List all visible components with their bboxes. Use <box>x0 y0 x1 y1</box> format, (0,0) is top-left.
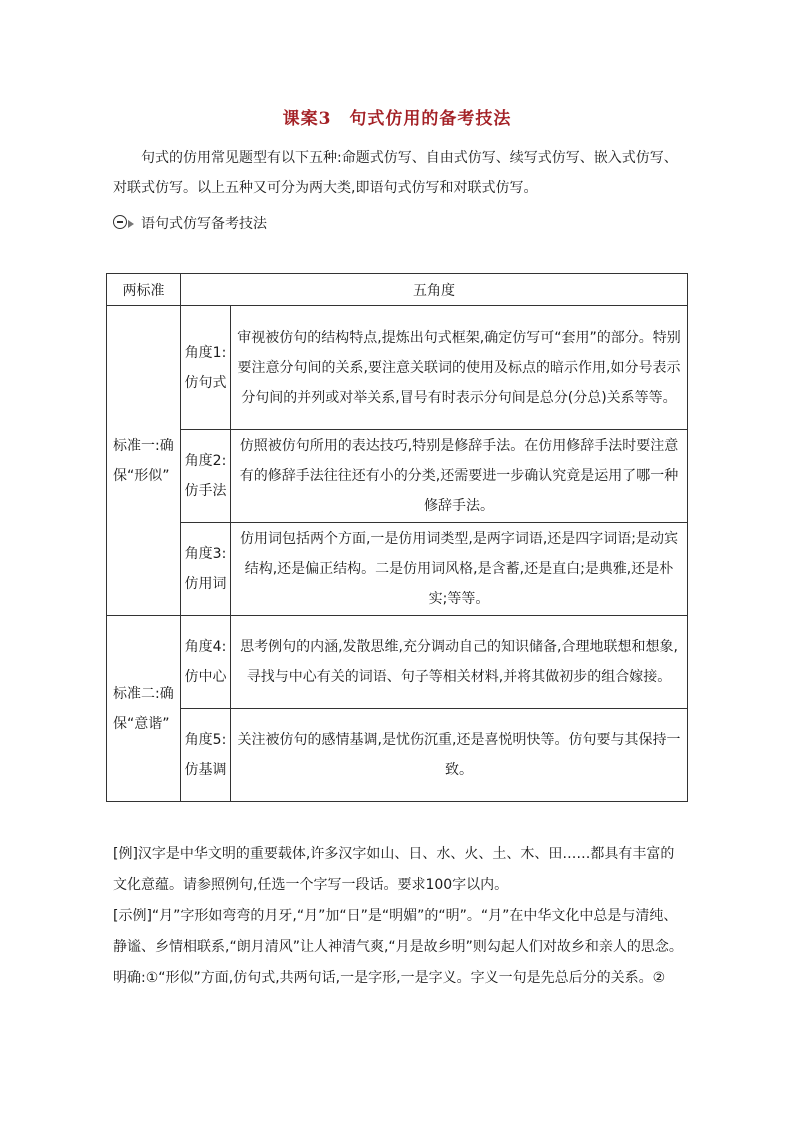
standard-cell: 标准二:确保“意谐” <box>107 616 181 802</box>
methods-table <box>106 273 688 802</box>
section-heading <box>113 208 267 238</box>
body-text <box>113 839 688 994</box>
sample-paragraph: [示例]“月”字形如弯弯的月牙,“月”加“日”是“明媚”的“明”。“月”在中华文化中总是与清纯、静谧、乡情相联系,“朗月清风”让人神清气爽,“月是故乡明”则勾起人们对故乡和亲人的思念。 <box>113 908 683 955</box>
angle-cell: 角度4:仿中心 <box>181 616 231 709</box>
header-angles: 五角度 <box>181 274 688 306</box>
description-cell: 审视被仿句的结构特点,提炼出句式框架,确定仿写可“套用”的部分。特别要注意分句间的关系,要注意关联词的使用及标点的暗示作用,如分号表示分句间的并列或对举关系,冒号有时表示分句间是总分(分总)关系等等。 <box>231 306 688 430</box>
table-row <box>107 616 688 709</box>
description-cell: 关注被仿句的感情基调,是忧伤沉重,还是喜悦明快等。仿句要与其保持一致。 <box>231 709 688 802</box>
intro-paragraph: 句式的仿用常见题型有以下五种:命题式仿写、自由式仿写、续写式仿写、嵌入式仿写、对联式仿写。以上五种又可分为两大类,即语句式仿写和对联式仿写。 <box>113 150 678 196</box>
table-row <box>107 430 688 523</box>
section-heading-text: 语句式仿写备考技法 <box>141 216 267 232</box>
angle-cell: 角度2:仿手法 <box>181 430 231 523</box>
section-marker-icon <box>113 214 135 232</box>
description-cell: 仿照被仿句所用的表达技巧,特别是修辞手法。在仿用修辞手法时要注意有的修辞手法往往还有小的分类,还需要进一步确认究竟是运用了哪一种修辞手法。 <box>231 430 688 523</box>
description-cell: 仿用词包括两个方面,一是仿用词类型,是两字词语,还是四字词语;是动宾结构,还是偏正结构。二是仿用词风格,是含蓄,还是直白;是典雅,还是朴实;等等。 <box>231 523 688 616</box>
table-row <box>107 709 688 802</box>
clarify-paragraph: 明确:①“形似”方面,仿句式,共两句话,一是字形,一是字义。字义一句是先总后分的关系。② <box>113 970 666 986</box>
angle-cell: 角度5:仿基调 <box>181 709 231 802</box>
angle-cell: 角度3:仿用词 <box>181 523 231 616</box>
table-row <box>107 306 688 430</box>
page-title: 课案3 句式仿用的备考技法 <box>282 109 512 129</box>
example-paragraph: [例]汉字是中华文明的重要载体,许多汉字如山、日、水、火、土、木、田……都具有丰富的文化意蕴。请参照例句,任选一个字写一段话。要求100字以内。 <box>113 846 675 893</box>
header-standards: 两标准 <box>107 274 181 306</box>
table-header-row <box>107 274 688 306</box>
table-row <box>107 523 688 616</box>
standard-cell: 标准一:确保“形似” <box>107 306 181 616</box>
description-cell: 思考例句的内涵,发散思维,充分调动自己的知识储备,合理地联想和想象,寻找与中心有关的词语、句子等相关材料,并将其做初步的组合嫁接。 <box>231 616 688 709</box>
angle-cell: 角度1:仿句式 <box>181 306 231 430</box>
